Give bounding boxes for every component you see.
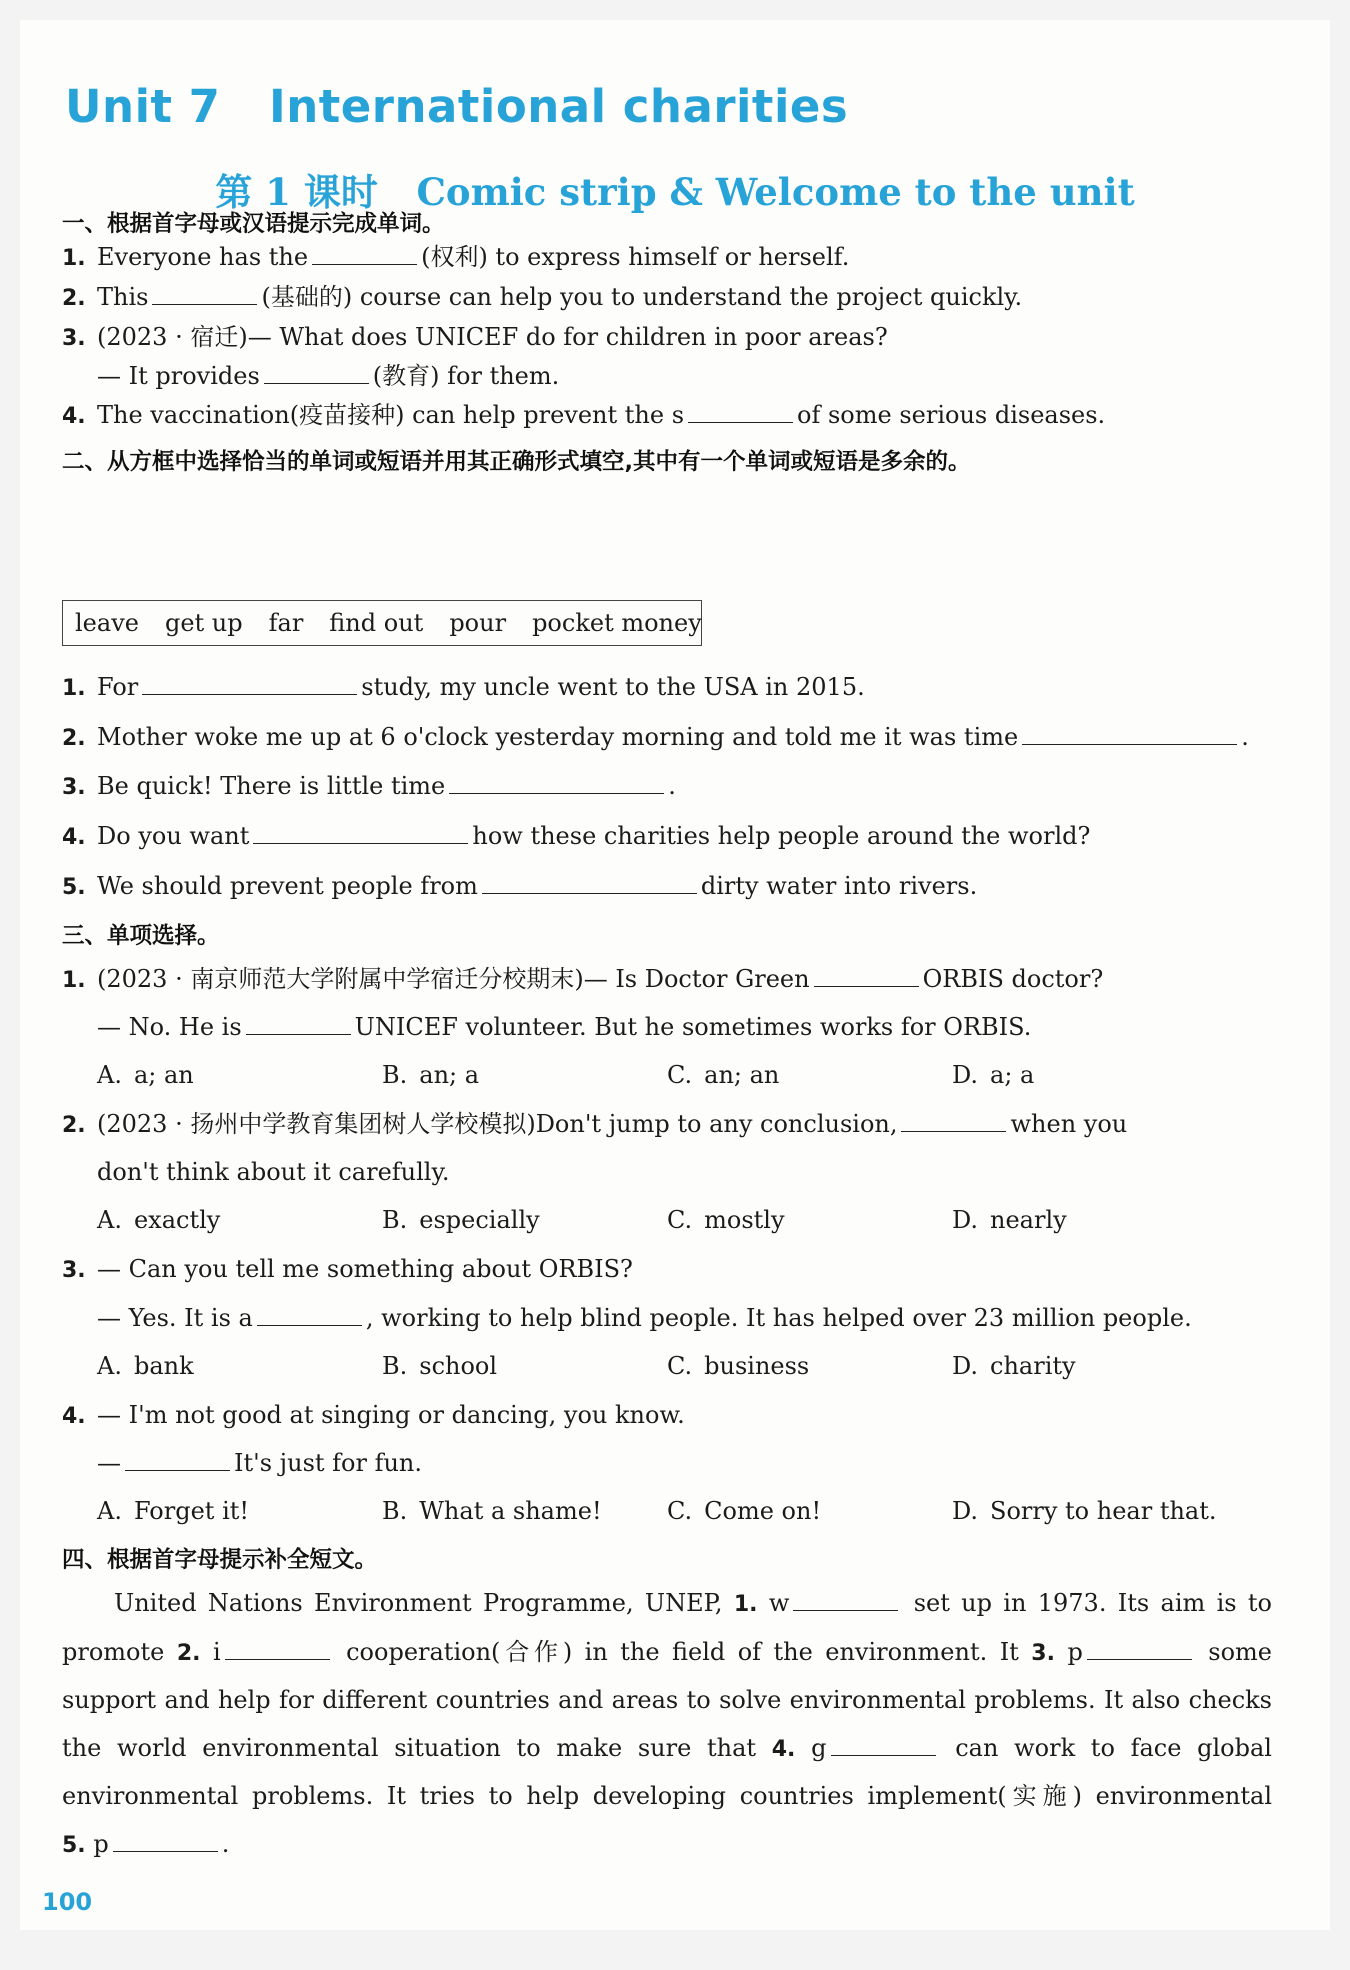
sec2-question-4: 4. Do you want how these charities help people around the world?	[62, 822, 1091, 850]
sec3-question-2: 2. (2023 · 扬州中学教育集团树人学校模拟)Don't jump to any conclusion, when you	[62, 1110, 1128, 1138]
word-option: pocket money	[532, 609, 702, 637]
section-2-heading: 二、从方框中选择恰当的单词或短语并用其正确形式填空,其中有一个单词或短语是多余的。	[62, 449, 971, 475]
option-c[interactable]: C. business	[667, 1352, 810, 1380]
answer-blank[interactable]	[264, 361, 369, 384]
sec2-question-1: 1. For study, my uncle went to the USA in 2015.	[62, 673, 865, 701]
sec3-question-3-reply: — Yes. It is a , working to help blind people. It has helped over 23 million people.	[97, 1304, 1192, 1332]
answer-blank[interactable]	[449, 771, 664, 794]
passage-blank-1[interactable]	[793, 1588, 898, 1611]
passage-blank-3[interactable]	[1087, 1637, 1192, 1660]
option-a[interactable]: A. a; an	[97, 1061, 194, 1089]
sec2-question-2: 2. Mother woke me up at 6 o'clock yesterday morning and told me it was time .	[62, 723, 1249, 751]
option-c[interactable]: C. an; an	[667, 1061, 780, 1089]
sec1-question-3-answer: — It provides (教育) for them.	[97, 362, 560, 390]
answer-blank[interactable]	[688, 400, 793, 423]
answer-blank[interactable]	[312, 242, 417, 265]
option-b[interactable]: B. What a shame!	[382, 1497, 602, 1525]
option-d[interactable]: D. nearly	[952, 1206, 1067, 1234]
worksheet-page	[20, 20, 1330, 1930]
lesson-title: 第 1 课时 Comic strip & Welcome to the unit	[215, 170, 1135, 214]
answer-blank[interactable]	[152, 282, 257, 305]
word-option: pour	[449, 609, 507, 637]
passage-blank-2[interactable]	[225, 1637, 330, 1660]
answer-blank[interactable]	[125, 1448, 230, 1471]
answer-blank[interactable]	[246, 1012, 351, 1035]
sec1-question-3: 3. (2023 · 宿迁)— What does UNICEF do for children in poor areas?	[62, 323, 888, 351]
answer-blank[interactable]	[1022, 722, 1237, 745]
option-c[interactable]: C. Come on!	[667, 1497, 822, 1525]
word-box	[62, 600, 702, 646]
answer-blank[interactable]	[257, 1303, 362, 1326]
section-3-heading: 三、单项选择。	[62, 923, 220, 949]
option-c[interactable]: C. mostly	[667, 1206, 785, 1234]
answer-blank[interactable]	[482, 871, 697, 894]
passage-blank-4[interactable]	[831, 1733, 936, 1756]
passage-line-2: promote 2. i cooperation(合作) in the field of the environment. It 3. p some	[62, 1638, 1273, 1666]
unit-title: Unit 7 International charities	[65, 80, 849, 133]
option-b[interactable]: B. an; a	[382, 1061, 480, 1089]
sec2-question-5: 5. We should prevent people from dirty water into rivers.	[62, 872, 978, 900]
sec3-question-2-cont: don't think about it carefully.	[97, 1158, 450, 1186]
option-b[interactable]: B. school	[382, 1352, 498, 1380]
word-option: leave	[75, 609, 139, 637]
sec3-question-4-reply: — It's just for fun.	[97, 1449, 423, 1477]
passage-line-5: environmental problems. It tries to help developing countries implement(实施) environmental	[62, 1782, 1272, 1810]
passage-line-6: 5. p .	[62, 1830, 230, 1858]
sec1-question-4: 4. The vaccination(疫苗接种) can help prevent the s of some serious diseases.	[62, 401, 1106, 429]
section-4-heading: 四、根据首字母提示补全短文。	[62, 1547, 378, 1573]
option-d[interactable]: D. a; a	[952, 1061, 1035, 1089]
word-option: get up	[164, 609, 243, 637]
option-a[interactable]: A. Forget it!	[97, 1497, 250, 1525]
sec3-question-1-reply: — No. He is UNICEF volunteer. But he sometimes works for ORBIS.	[97, 1013, 1032, 1041]
section-1-heading: 一、根据首字母或汉语提示完成单词。	[62, 211, 445, 237]
answer-blank[interactable]	[142, 672, 357, 695]
word-option: find out	[329, 609, 424, 637]
sec3-question-4: 4. — I'm not good at singing or dancing, you know.	[62, 1401, 685, 1429]
option-a[interactable]: A. exactly	[97, 1206, 221, 1234]
answer-blank[interactable]	[901, 1109, 1006, 1132]
sec3-question-1: 1. (2023 · 南京师范大学附属中学宿迁分校期末)— Is Doctor Green ORBIS doctor?	[62, 965, 1104, 993]
sec2-question-3: 3. Be quick! There is little time .	[62, 772, 676, 800]
passage-line-3: support and help for different countries and areas to solve environmental problems. It also checks	[62, 1686, 1272, 1714]
page-number: 100	[42, 1888, 93, 1916]
option-a[interactable]: A. bank	[97, 1352, 194, 1380]
passage-line-4: the world environmental situation to make sure that 4. g can work to face global	[62, 1734, 1272, 1762]
sec3-question-3: 3. — Can you tell me something about ORBIS?	[62, 1255, 633, 1283]
sec1-question-2: 2. This (基础的) course can help you to understand the project quickly.	[62, 283, 1023, 311]
option-d[interactable]: D. Sorry to hear that.	[952, 1497, 1217, 1525]
passage-line-1: United Nations Environment Programme, UNEP, 1. w set up in 1973. Its aim is to	[114, 1589, 1272, 1617]
answer-blank[interactable]	[253, 821, 468, 844]
option-d[interactable]: D. charity	[952, 1352, 1076, 1380]
word-option: far	[268, 609, 304, 637]
sec1-question-1: 1. Everyone has the (权利) to express himself or herself.	[62, 243, 850, 271]
passage-blank-5[interactable]	[113, 1829, 218, 1852]
answer-blank[interactable]	[814, 964, 919, 987]
option-b[interactable]: B. especially	[382, 1206, 540, 1234]
